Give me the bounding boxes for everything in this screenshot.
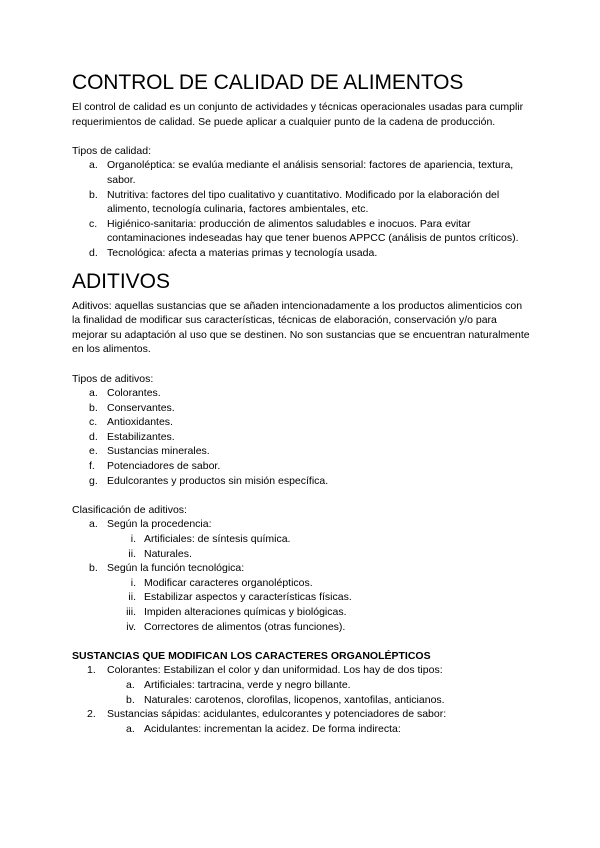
list-item — [72, 430, 532, 445]
list-marker: b. — [89, 188, 98, 201]
quality-types-list — [72, 158, 532, 260]
list-item — [72, 576, 532, 591]
list-marker: b. — [126, 693, 135, 706]
intro-paragraph: El control de calidad es un conjunto de actividades y técnicas operacionales usadas para cumplir requerimientos de calidad. Se puede aplicar a cualquier punto de la cadena de producción. — [72, 101, 524, 128]
list-marker: a. — [89, 159, 98, 172]
list-item-text: Según la función tecnológica: — [107, 562, 245, 575]
list-item — [72, 561, 532, 634]
list-marker: b. — [89, 401, 98, 414]
list-marker: e. — [89, 445, 98, 458]
list-item — [72, 590, 532, 605]
list-marker: g. — [89, 474, 98, 487]
organoleptic-list — [72, 663, 532, 736]
list-item — [72, 547, 532, 562]
list-item-text: Naturales. — [144, 547, 192, 560]
list-item-text: Artificiales: de síntesis química. — [144, 533, 291, 546]
list-marker: c. — [89, 416, 98, 429]
list-label: Clasificación de aditivos: — [72, 503, 187, 516]
list-label: Tipos de aditivos: — [72, 372, 154, 385]
list-item-text: Colorantes: Estabilizan el color y dan uniformidad. Los hay de dos tipos: — [107, 664, 443, 677]
list-item — [72, 217, 532, 246]
list-item — [72, 707, 532, 736]
list-marker: ii. — [128, 591, 136, 604]
list-item — [72, 532, 532, 547]
list-marker: 1. — [87, 664, 96, 677]
list-marker: d. — [89, 430, 98, 443]
list-marker: ii. — [128, 547, 136, 560]
list-marker: a. — [126, 722, 135, 735]
list-item-text: Potenciadores de sabor. — [107, 460, 221, 473]
list-item-text: Sustancias sápidas: acidulantes, edulcorantes y potenciadores de sabor: — [107, 708, 447, 721]
intro-paragraph: Aditivos: aquellas sustancias que se añaden intencionadamente a los productos alimenticios con la finalidad de modificar sus características, técnicas de elaboración, conservación y/o para mejorar su adaptación al uso que se destinen. No son sustancias que se encuentran naturalmente en los alimentos. — [72, 299, 530, 356]
section-title-control-calidad: CONTROL DE CALIDAD DE ALIMENTOS — [72, 71, 464, 94]
list-item-text: Naturales: carotenos, clorofilas, licopenos, xantofilas, anticianos. — [144, 693, 445, 706]
list-item — [72, 246, 532, 261]
list-marker: iii. — [126, 606, 136, 618]
list-item-text: Edulcorantes y productos sin misión específica. — [107, 474, 329, 487]
list-item-text: Estabilizar aspectos y características físicas. — [144, 591, 352, 604]
list-marker: c. — [89, 217, 98, 230]
list-item-text: Nutritiva: factores del tipo cualitativo y cuantitativo. Modificado por la elaboración del alimento, tecnología culinaria, factores ambientales, etc. — [107, 188, 500, 216]
list-marker: iv. — [126, 620, 136, 633]
list-item — [72, 415, 532, 430]
subheading-organolepticos: SUSTANCIAS QUE MODIFICAN LOS CARACTERES ORGANOLÉPTICOS — [72, 649, 431, 662]
list-item — [72, 678, 532, 693]
list-item — [72, 722, 532, 737]
list-marker: i. — [130, 576, 136, 589]
additive-types-list — [72, 386, 532, 488]
list-item-text: Higiénico-sanitaria: producción de alimentos saludables e inocuos. Para evitar contaminaciones indeseadas hay que tener buenos APPCC (análisis de puntos críticos). — [107, 217, 519, 245]
sublist — [72, 532, 532, 561]
list-item-text: Impiden alteraciones químicas y biológicas. — [144, 606, 347, 618]
classification-list — [72, 517, 532, 634]
document-page — [72, 70, 532, 736]
list-item-text: Sustancias minerales. — [107, 445, 210, 458]
list-item — [72, 605, 532, 620]
sublist — [72, 576, 532, 634]
list-item — [72, 620, 532, 635]
list-marker: 2. — [87, 708, 96, 721]
list-item — [72, 158, 532, 187]
list-item-text: Estabilizantes. — [107, 430, 175, 443]
sublist — [72, 722, 532, 737]
list-item — [72, 386, 532, 401]
list-item-text: Antioxidantes. — [107, 416, 173, 429]
list-item-text: Correctores de alimentos (otras funciones). — [144, 620, 346, 633]
list-item — [72, 517, 532, 561]
list-marker: a. — [89, 518, 98, 531]
list-item — [72, 693, 532, 708]
list-item — [72, 474, 532, 489]
list-item — [72, 663, 532, 707]
list-item — [72, 444, 532, 459]
list-item-text: Organoléptica: se evalúa mediante el análisis sensorial: factores de apariencia, textura, sabor. — [107, 159, 514, 186]
list-item-text: Según la procedencia: — [107, 518, 212, 531]
list-item-text: Conservantes. — [107, 401, 175, 414]
list-item-text: Modificar caracteres organolépticos. — [144, 576, 313, 589]
list-marker: a. — [126, 678, 135, 691]
list-item-text: Acidulantes: incrementan la acidez. De forma indirecta: — [144, 722, 401, 735]
list-marker: b. — [89, 562, 98, 575]
list-item-text: Colorantes. — [107, 387, 161, 400]
list-item — [72, 459, 532, 474]
list-marker: i. — [130, 533, 136, 546]
list-marker: f. — [89, 460, 95, 473]
sublist — [72, 678, 532, 707]
list-item — [72, 188, 532, 217]
list-item-text: Tecnológica: afecta a materias primas y tecnología usada. — [107, 246, 378, 259]
list-item — [72, 401, 532, 416]
list-marker: d. — [89, 246, 98, 259]
section-title-aditivos: ADITIVOS — [72, 269, 171, 293]
list-item-text: Artificiales: tartracina, verde y negro billante. — [144, 678, 351, 691]
list-marker: a. — [89, 387, 98, 400]
list-label: Tipos de calidad: — [72, 144, 151, 157]
